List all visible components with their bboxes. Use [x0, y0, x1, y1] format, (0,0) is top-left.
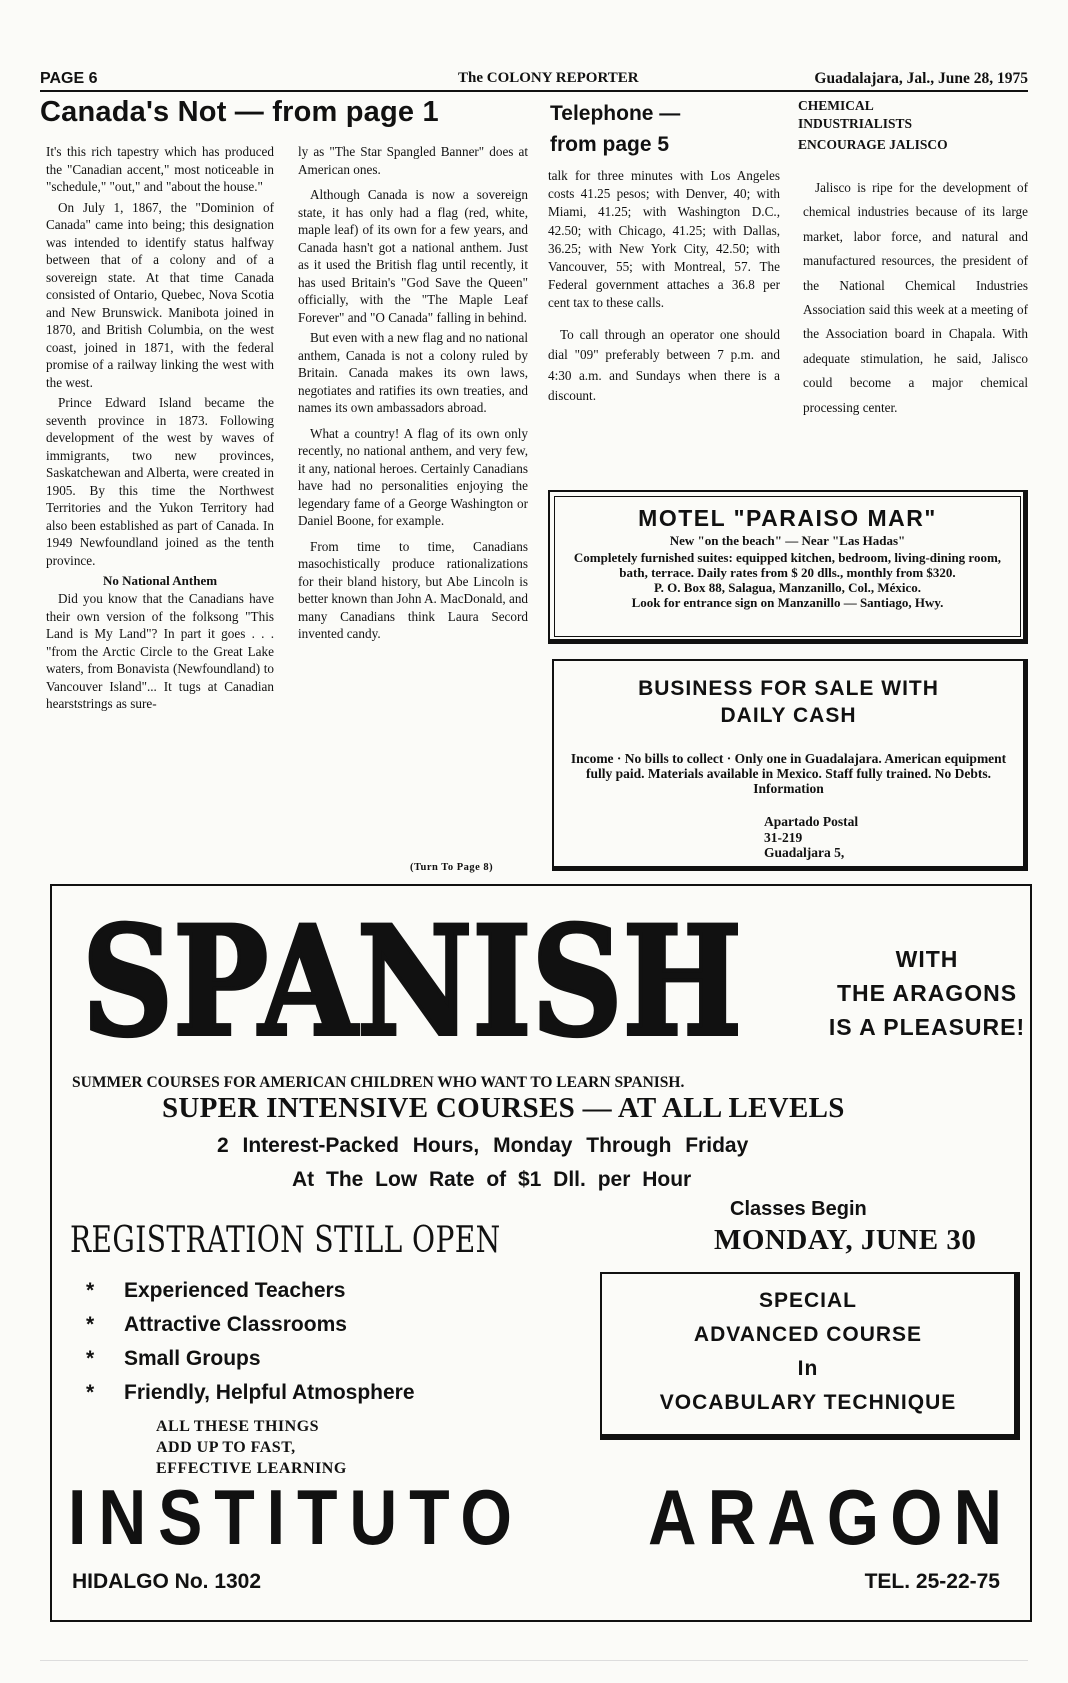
- chemical-headline-line: CHEMICAL: [798, 98, 874, 113]
- business-body: Income · No bills to collect · Only one in Guadalajara. American equipment fully paid. Materials available in Mexico. Staff fully trained. No Debts. Information: [570, 751, 1007, 796]
- article-subhead: No National Anthem: [102, 573, 218, 588]
- special-line: VOCABULARY TECHNIQUE: [659, 1391, 957, 1414]
- with-the-aragons: [822, 942, 1032, 1044]
- institute-name-left: INSTITUTO: [68, 1473, 524, 1561]
- feature-text: Small Groups: [124, 1347, 261, 1370]
- tagline-line: IS A PLEASURE!: [828, 1014, 1026, 1040]
- special-line: SPECIAL: [758, 1289, 857, 1312]
- institute-address: HIDALGO No. 1302: [72, 1570, 262, 1593]
- article-paragraph: Although Canada is now a sovereign state, it has only had a flag (red, white, maple leaf) of its own for a few years, and Canada hasn't got a national anthem. Just as it used the British flag until recently, it has used Britain's "God Save the Queen" officially, with the "The Maple Leaf Forever" and "O Canada" falling in behind.: [298, 187, 528, 325]
- business-title-line: DAILY CASH: [720, 704, 857, 727]
- feature-item: [86, 1308, 415, 1342]
- tagline-line: THE ARAGONS: [836, 980, 1018, 1006]
- address-line: Guadaljara 5,: [764, 845, 845, 860]
- canada-headline: Canada's Not — from page 1: [40, 96, 439, 128]
- page-number: PAGE 6: [40, 70, 98, 87]
- canada-column-1: [46, 143, 274, 713]
- chemical-column: [803, 176, 1028, 420]
- page-bottom-rule: [40, 1660, 1028, 1661]
- business-ad: [552, 659, 1028, 871]
- special-line: ADVANCED COURSE: [693, 1323, 923, 1346]
- classes-begin-label: Classes Begin: [730, 1198, 867, 1220]
- telephone-headline-line: from page 5: [550, 133, 670, 156]
- spanish-logo: [72, 894, 762, 1070]
- special-course-box: [600, 1272, 1020, 1440]
- summer-courses-line: SUMMER COURSES FOR AMERICAN CHILDREN WHO WANT TO LEARN SPANISH.: [72, 1074, 685, 1091]
- chemical-headline: [798, 98, 948, 155]
- article-paragraph: Prince Edward Island became the seventh province in 1873. Following development of the west by waves of immigrants, two new provinces, Saskatchewan and Alberta, were created in 1905. By this time the Northwest Territories and the Yukon Territory had also been established as part of Canada. In 1949 Newfoundland joined as the tenth province.: [46, 395, 274, 568]
- special-line: In: [797, 1357, 819, 1380]
- motel-title: MOTEL "PARAISO MAR": [638, 505, 937, 531]
- motel-line: P. O. Box 88, Salagua, Manzanillo, Col., México.: [653, 580, 922, 595]
- article-paragraph: From time to time, Canadians masochistically produce rationalizations for their bland history, but Abe Lincoln is better known than John A. MacDonald, and many Canadians think Laura Secord invented candy.: [298, 538, 529, 641]
- motel-line: Completely furnished suites: equipped kitchen, bedroom, living-dining room, bath, terrace. Daily rates from $ 20 dlls., monthly from $320.: [573, 550, 1002, 580]
- article-paragraph: Did you know that the Canadians have their own version of the folksong "This Land is My Land"? In part it goes . . . "from the Arctic Circle to the Great Lake waters, from Bonavista (Newfoundland) to Vancouver Island"... It tugs at Canadian hearststrings as sure-: [46, 591, 274, 711]
- business-address: [764, 814, 1023, 861]
- motel-line: Look for entrance sign on Manzanillo — Santiago, Hwy.: [631, 595, 944, 610]
- star-icon: *: [86, 1279, 95, 1302]
- article-paragraph: On July 1, 1867, the "Dominion of Canada" came into being; this designation was intended to identify status halfway between that of a colony and of a sovereign state. At that time Canada consisted of Ontario, Quebec, Nova Scotia and New Brunswick. Manibota joined in 1870, and British Columbia, on the west coast, joined in 1871, with the federal promise of a railway linking the west with the west.: [46, 199, 274, 390]
- feature-item: [86, 1342, 415, 1376]
- business-title-line: BUSINESS FOR SALE WITH: [638, 677, 939, 700]
- classes-begin-date: MONDAY, JUNE 30: [714, 1224, 977, 1256]
- article-paragraph: It's this rich tapestry which has produced the "Canadian accent," most noticeable in "schedule," "out," and "about the house.": [46, 144, 274, 194]
- chemical-headline-line: INDUSTRIALISTS: [798, 116, 913, 131]
- hours-line: 2 Interest-Packed Hours, Monday Through Friday: [217, 1134, 749, 1157]
- article-paragraph: talk for three minutes with Los Angeles costs 41.25 pesos; with Denver, 40; with Miami, 41.25; with Washington D.C., 42.50; with Chicago, 41.25; with Dallas, 36.25; with New York City, 42.50; with Vancouver, 55; with Montreal, 57. The Federal government attaches a 36.8 per cent tax to these calls.: [548, 168, 780, 311]
- telephone-headline: [550, 98, 680, 160]
- spanish-course-ad: [50, 884, 1032, 1622]
- star-icon: *: [86, 1381, 95, 1404]
- add-up-line: ALL THESE THINGS: [156, 1418, 320, 1435]
- institute-name-right: ARAGON: [648, 1473, 1014, 1561]
- business-title: [554, 675, 1023, 729]
- add-up-line: ADD UP TO FAST,: [156, 1439, 296, 1456]
- rate-line: At The Low Rate of $1 Dll. per Hour: [292, 1168, 692, 1191]
- continued-notice: (Turn To Page 8): [410, 862, 494, 873]
- star-icon: *: [86, 1347, 95, 1370]
- address-line: 31-219: [764, 829, 803, 845]
- tagline-line: WITH: [895, 946, 959, 972]
- feature-text: Friendly, Helpful Atmosphere: [124, 1381, 415, 1404]
- feature-text: Attractive Classrooms: [124, 1313, 347, 1336]
- feature-item: [86, 1376, 415, 1410]
- add-up-text: [156, 1416, 347, 1479]
- spanish-logo-text: SPANISH: [82, 894, 742, 1070]
- registration-open: REGISTRATION STILL OPEN: [70, 1220, 501, 1261]
- super-intensive-line: SUPER INTENSIVE COURSES — AT ALL LEVELS: [162, 1092, 845, 1124]
- institute-phone: TEL. 25-22-75: [864, 1570, 1000, 1593]
- article-paragraph: What a country! A flag of its own only recently, no national anthem, and very few, it any, national heroes. Certainly Canadians have had no personalities enjoying the legendary fame of a George Washington or Daniel Boone, for example.: [298, 425, 528, 528]
- newspaper-name: The COLONY REPORTER: [458, 70, 639, 86]
- motel-ad: [548, 490, 1028, 644]
- feature-list: [86, 1274, 415, 1410]
- star-icon: *: [86, 1313, 95, 1336]
- article-paragraph: To call through an operator one should dial "09" preferably between 7 p.m. and 4:30 a.m. and Sundays when there is a discount.: [548, 326, 780, 404]
- canada-column-2: [298, 143, 528, 643]
- article-paragraph: Jalisco is ripe for the development of chemical industries because of its large market, labor force, and natural and manufactured resources, the president of the National Chemical Industries Association said this week at a meeting of the Association board in Chapala. With adequate stimulation, he said, Jalisco could become a major chemical processing center.: [803, 180, 1028, 415]
- dateline: Guadalajara, Jal., June 28, 1975: [814, 70, 1028, 87]
- address-line: Apartado Postal: [764, 814, 859, 829]
- telephone-column: [548, 167, 780, 407]
- add-up-line: EFFECTIVE LEARNING: [156, 1460, 347, 1477]
- masthead: [40, 66, 1028, 92]
- article-paragraph: ly as "The Star Spangled Banner" does at American ones.: [298, 144, 528, 177]
- feature-item: [86, 1274, 415, 1308]
- telephone-headline-line: Telephone —: [550, 102, 681, 125]
- chemical-headline-line: ENCOURAGE JALISCO: [798, 137, 948, 152]
- motel-line: New "on the beach" — Near "Las Hadas": [669, 533, 906, 548]
- motel-ad-inner: [554, 496, 1021, 637]
- feature-text: Experienced Teachers: [124, 1279, 346, 1302]
- article-paragraph: But even with a new flag and no national anthem, Canada is not a colony ruled by Britain. Canada makes its own laws, negotiates and ratifies its own treaties, and names its own ambassadors abroad.: [298, 330, 528, 415]
